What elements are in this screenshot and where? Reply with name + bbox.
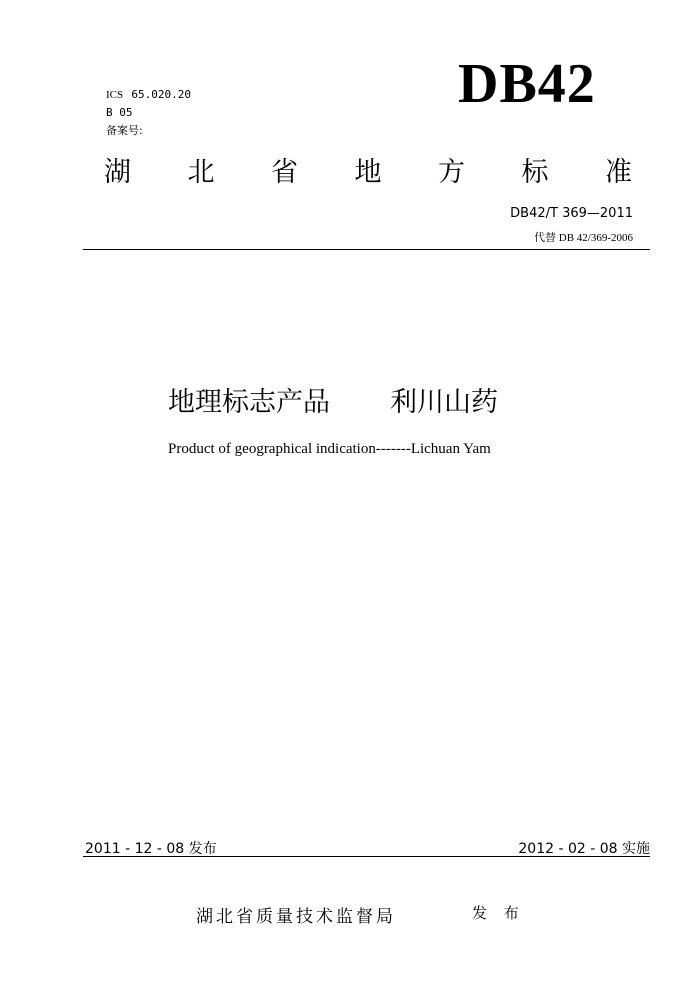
replaces-standard: 代替 DB 42/369-2006 [534,232,633,244]
header-divider [83,249,650,250]
ics-value: 65.020.20 [131,88,191,101]
standard-number: DB42/T 369—2011 [510,206,633,221]
title-cn-part1: 地理标志产品 [168,387,330,418]
region-title-char: 湖 [104,157,131,188]
footer-divider [83,856,650,857]
region-standard-title [104,150,632,189]
issue-date: 2011 - 12 - 08 发布 [85,841,217,857]
filing-number-label: 备案号: [106,124,143,137]
ics-code [106,86,191,104]
implementation-date: 2012 - 02 - 08 实施 [518,841,650,857]
issue-label: 发 布 [472,904,525,922]
document-title-en: Product of geographical indication-------Lichuan Yam [168,441,491,457]
issuing-authority: 湖北省质量技术监督局 [196,907,396,927]
region-title-char: 方 [438,157,465,188]
standard-logo: DB42 [458,53,596,115]
region-title-char: 准 [605,157,632,188]
title-cn-part2: 利川山药 [390,387,498,418]
region-title-char: 省 [271,157,298,188]
ccs-code: B 05 [106,106,133,119]
region-title-char: 北 [187,157,215,188]
ics-label: ICS [106,89,124,101]
document-title-cn [168,380,498,419]
region-title-char: 地 [354,157,382,188]
region-title-char: 标 [521,157,549,188]
